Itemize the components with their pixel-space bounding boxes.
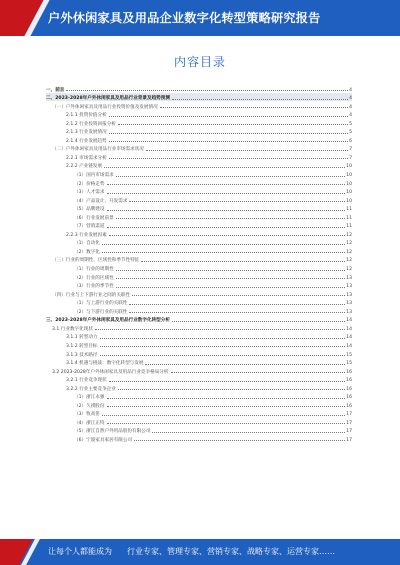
toc-entry-page: 4: [349, 113, 352, 119]
toc-leader-dots: [109, 133, 348, 134]
toc-leader-dots: [118, 389, 345, 390]
toc-entry-label: 2.1.4 行业发展趋势: [66, 138, 107, 144]
toc-entry[interactable]: [46, 358, 352, 367]
toc-entry-page: 5: [349, 121, 352, 127]
toc-entry[interactable]: [46, 161, 352, 170]
toc-entry[interactable]: [46, 229, 352, 238]
toc-leader-dots: [132, 295, 345, 296]
toc-entry-label: 一、前言: [46, 87, 65, 93]
toc-leader-dots: [107, 398, 346, 399]
toc-leader-dots: [100, 338, 346, 339]
toc-entry[interactable]: [46, 221, 352, 230]
toc-entry[interactable]: [46, 272, 352, 281]
toc-entry-page: 14: [346, 326, 352, 332]
toc-leader-dots: [109, 381, 345, 382]
toc-heading: 内容目录: [173, 55, 226, 69]
toc-leader-dots: [171, 372, 346, 373]
toc-entry-label: （2）价格走势: [74, 181, 105, 187]
toc-entry-label: （6）宁波家具家居有限公司: [74, 437, 133, 443]
toc-entry-page: 13: [346, 284, 352, 290]
toc-entry[interactable]: [46, 101, 352, 110]
toc-entry-label: （1）浙江永强: [74, 395, 105, 401]
toc-leader-dots: [116, 218, 345, 219]
toc-entry-label: 2.2.2 产业链发展: [66, 164, 103, 170]
toc-entry-page: 4: [349, 87, 352, 93]
toc-entry[interactable]: [46, 238, 352, 247]
toc-entry-label: （3）行业的季节性: [74, 284, 114, 290]
toc-entry-label: （1）自动化: [74, 241, 100, 247]
toc-entry[interactable]: [46, 255, 352, 264]
toc-entry[interactable]: [46, 315, 352, 324]
toc-entry-label: （5）品牌建设: [74, 207, 105, 213]
toc-entry[interactable]: [46, 135, 352, 144]
toc-leader-dots: [134, 440, 345, 441]
toc-entry-page: 14: [346, 343, 352, 349]
toc-entry-label: 3.2.1 行业竞争现状: [66, 378, 107, 384]
toc-entry-label: （1）行业的周期性: [74, 267, 114, 273]
toc-entry-page: 11: [346, 224, 352, 230]
toc-entry[interactable]: [46, 323, 352, 332]
toc-entry[interactable]: [46, 298, 352, 307]
toc-entry-label: 3.1.4 机遇与挑战：数字化转型与发展: [66, 361, 144, 367]
toc-entry-label: （5）浙江自然户外用品股份有限公司: [74, 429, 151, 435]
toc-entry-label: （1）与上游行业的关联性: [74, 301, 128, 307]
toc-entry-label: 3.2.2 行业主要竞争企业: [66, 386, 116, 392]
toc-leader-dots: [104, 167, 345, 168]
report-title: 户外休闲家具及用品企业数字化转型策略研究报告: [48, 11, 321, 25]
toc-leader-dots: [102, 252, 345, 253]
toc-leader-dots: [107, 423, 346, 424]
toc-leader-dots: [107, 193, 346, 194]
toc-entry-page: 4: [349, 104, 352, 110]
toc-entry-page: 16: [346, 386, 352, 392]
toc-leader-dots: [146, 150, 348, 151]
toc-entry[interactable]: [46, 84, 352, 93]
toc-entry[interactable]: [46, 332, 352, 341]
toc-entry-page: 7: [349, 147, 352, 153]
toc-leader-dots: [116, 176, 345, 177]
toc-entry-page: 13: [346, 275, 352, 281]
toc-entry[interactable]: [46, 417, 352, 426]
toc-leader-dots: [107, 406, 346, 407]
toc-entry-label: （2）行业的区域性: [74, 275, 114, 281]
toc-entry-page: 17: [346, 429, 352, 435]
toc-entry-label: 3.1.1 转型动力: [66, 335, 98, 341]
toc-leader-dots: [109, 116, 348, 117]
toc-leader-dots: [102, 244, 345, 245]
toc-entry-label: 2.1.2 行业投资回报分析: [66, 121, 116, 127]
toc-entry-label: （二）户外休闲家具及用品行业市场需求状况: [52, 147, 144, 153]
toc-entry[interactable]: [46, 400, 352, 409]
toc-entry-page: 14: [346, 335, 352, 341]
toc-entry-page: 12: [346, 241, 352, 247]
toc-entry[interactable]: [46, 110, 352, 119]
toc-entry-label: 3.2 2023-2028年户外休闲家具及用品行业竞争格局分析: [52, 369, 169, 375]
toc-entry-page: 16: [346, 403, 352, 409]
toc-entry[interactable]: [46, 178, 352, 187]
toc-entry-label: 2.1.1 投资价值分析: [66, 113, 107, 119]
toc-leader-dots: [160, 107, 348, 108]
toc-entry[interactable]: [46, 426, 352, 435]
toc-entry-page: 15: [346, 361, 352, 367]
toc-entry-page: 12: [346, 258, 352, 264]
toc-entry[interactable]: [46, 204, 352, 213]
toc-entry[interactable]: [46, 263, 352, 272]
toc-entry[interactable]: [46, 383, 352, 392]
toc-entry[interactable]: [46, 306, 352, 315]
toc-leader-dots: [172, 99, 348, 100]
toc-leader-dots: [172, 321, 345, 322]
toc-entry-label: （2）数字化: [74, 249, 100, 255]
table-of-contents: [46, 84, 352, 443]
toc-leader-dots: [116, 287, 345, 288]
toc-entry[interactable]: [46, 187, 352, 196]
toc-entry-label: （6）行业发展前景: [74, 215, 114, 221]
toc-leader-dots: [116, 270, 345, 271]
toc-entry-label: 2.2.3 行业发展因素: [66, 232, 107, 238]
toc-entry-page: 10: [346, 181, 352, 187]
toc-entry-page: 6: [349, 138, 352, 144]
toc-entry-page: 12: [346, 267, 352, 273]
header-banner: [0, 0, 400, 36]
toc-entry-page: 17: [346, 420, 352, 426]
toc-entry-label: （2）与下游行业的关联性: [74, 309, 128, 315]
toc-leader-dots: [129, 304, 345, 305]
toc-entry-page: 14: [346, 318, 352, 324]
toc-entry-page: 10: [346, 164, 352, 170]
toc-entry-label: 3.1 行业数字化现状: [52, 326, 93, 332]
toc-entry-label: （4）产品设计、开发需求: [74, 198, 128, 204]
toc-entry-page: 11: [346, 215, 352, 221]
toc-entry-page: 16: [346, 369, 352, 375]
toc-entry-page: 13: [346, 292, 352, 298]
toc-entry-label: （3）人才需求: [74, 190, 105, 196]
toc-entry-label: （3）牧高笛: [74, 412, 100, 418]
toc-entry[interactable]: [46, 195, 352, 204]
toc-leader-dots: [109, 158, 348, 159]
toc-entry-page: 10: [346, 173, 352, 179]
footer-banner: [0, 539, 400, 565]
toc-entry-label: （4）浙江正特: [74, 420, 105, 426]
toc-entry-label: 3.1.2 转型目标: [66, 343, 98, 349]
toc-leader-dots: [107, 227, 346, 228]
toc-entry-page: 10: [346, 198, 352, 204]
toc-entry[interactable]: [46, 144, 352, 153]
toc-entry-label: （一）户外休闲家具及用品行业投资价值及发展情况: [52, 104, 158, 110]
toc-entry[interactable]: [46, 409, 352, 418]
toc-leader-dots: [129, 312, 345, 313]
toc-leader-dots: [145, 364, 345, 365]
toc-entry-page: 13: [346, 309, 352, 315]
toc-entry-label: 三、2023-2028年户外休闲家具及用品行业数字化转型分析: [46, 318, 170, 324]
toc-entry[interactable]: [46, 212, 352, 221]
toc-entry-page: 5: [349, 130, 352, 136]
toc-leader-dots: [100, 355, 346, 356]
toc-entry[interactable]: [46, 93, 352, 102]
toc-entry-page: 17: [346, 437, 352, 443]
toc-leader-dots: [116, 278, 345, 279]
toc-leader-dots: [66, 90, 348, 91]
toc-entry[interactable]: [46, 152, 352, 161]
toc-entry[interactable]: [46, 349, 352, 358]
toc-leader-dots: [118, 124, 348, 125]
toc-entry[interactable]: [46, 434, 352, 443]
toc-entry[interactable]: [46, 340, 352, 349]
toc-entry-page: 12: [346, 232, 352, 238]
toc-entry-label: 2.1.3 行业发展情况: [66, 130, 107, 136]
toc-entry-label: 2.2.1 市场需求分析: [66, 155, 107, 161]
toc-entry-page: 15: [346, 352, 352, 358]
toc-entry[interactable]: [46, 246, 352, 255]
toc-entry-page: 4: [349, 96, 352, 102]
toc-entry-page: 16: [346, 395, 352, 401]
toc-entry-page: 7: [349, 155, 352, 161]
toc-leader-dots: [107, 184, 346, 185]
toc-entry-label: （7）营销渠道: [74, 224, 105, 230]
toc-entry-label: （三）行业的周期性、区域性和季节性特征: [52, 258, 140, 264]
toc-entry[interactable]: [46, 289, 352, 298]
footer-slogan: 让每个人都能成为: [48, 547, 112, 556]
toc-entry-label: （1）国内市场需求: [74, 173, 114, 179]
toc-entry[interactable]: [46, 366, 352, 375]
toc-entry-label: 二、2023-2028年户外休闲家具及用品行业背景及趋势预测: [46, 96, 170, 102]
toc-entry[interactable]: [46, 375, 352, 384]
toc-entry-page: 17: [346, 412, 352, 418]
toc-leader-dots: [109, 141, 348, 142]
toc-entry-page: 11: [346, 207, 352, 213]
toc-leader-dots: [100, 346, 346, 347]
toc-leader-dots: [152, 432, 345, 433]
toc-leader-dots: [95, 329, 345, 330]
toc-entry[interactable]: [46, 169, 352, 178]
toc-entry[interactable]: [46, 118, 352, 127]
toc-leader-dots: [109, 235, 345, 236]
toc-entry-page: 13: [346, 301, 352, 307]
toc-entry[interactable]: [46, 281, 352, 290]
toc-entry-page: 10: [346, 190, 352, 196]
toc-entry-label: （2）久祺股份: [74, 403, 105, 409]
toc-entry-label: 3.1.3 技术路径: [66, 352, 98, 358]
toc-entry[interactable]: [46, 392, 352, 401]
toc-entry[interactable]: [46, 127, 352, 136]
footer-expert-list: 行业专家、管理专家、营销专家、战略专家、运营专家……: [127, 547, 335, 556]
toc-leader-dots: [107, 210, 346, 211]
toc-entry-label: （四）行业与上下游行业之间的关联性: [52, 292, 131, 298]
toc-entry-page: 16: [346, 378, 352, 384]
toc-leader-dots: [102, 415, 345, 416]
toc-leader-dots: [141, 261, 345, 262]
toc-entry-page: 12: [346, 249, 352, 255]
toc-leader-dots: [129, 201, 345, 202]
